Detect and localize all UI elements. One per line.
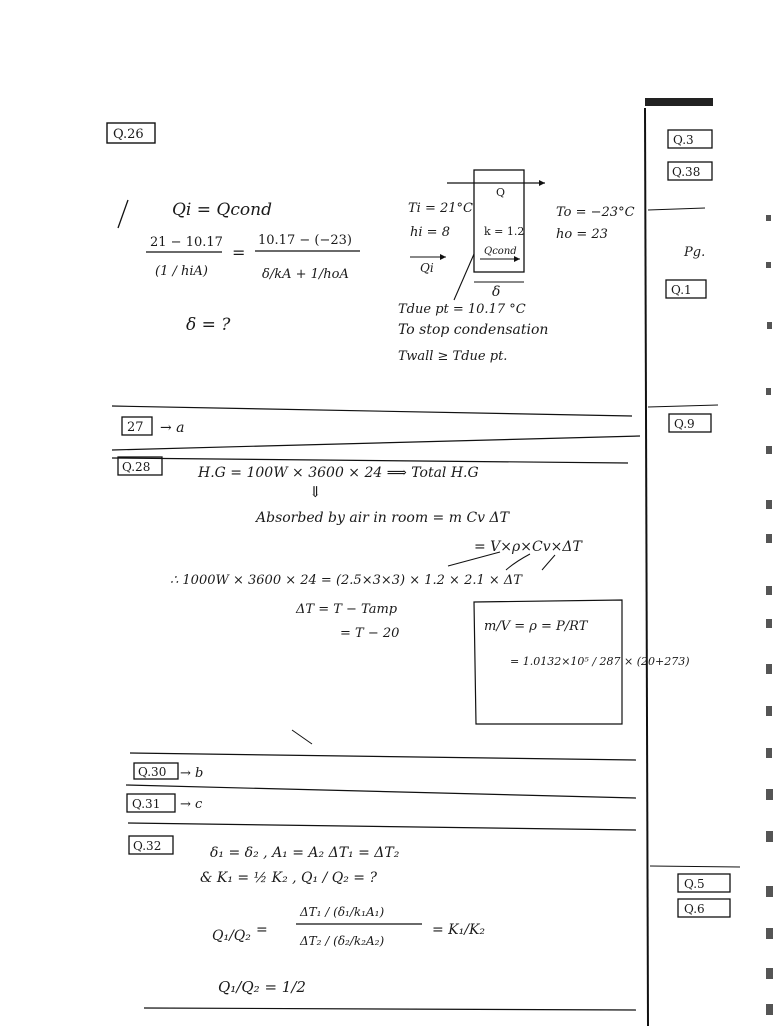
q26-twall: Twall ≥ Tdue pt. [398,349,508,364]
margin-q38: Q.38 [672,165,701,179]
q26-rhs-num: 10.17 − (−23) [258,233,352,248]
q32-l2: & K₁ = ½ K₂ , Q₁ / Q₂ = ? [200,870,377,886]
svg-text:=: = [232,243,246,262]
margin-smudge [645,98,713,106]
margin-q1: Q.1 [671,283,692,297]
divider [126,785,636,798]
q27-section [122,417,185,436]
q28-box2: = 1.0132×10⁵ / 287 × (20+273) [510,655,690,668]
q26-hi: hi = 8 [410,225,450,240]
q28-vrho: = V×ρ×Cv×ΔT [474,539,582,555]
q32-frac-l: Q₁/Q₂ [212,928,251,944]
margin-line [645,108,648,1026]
q26-to: To = −23°C [556,205,635,220]
q28-section [118,457,690,724]
q27-answer: → a [160,420,185,436]
q28-box1: m/V = ρ = P/RT [484,619,588,634]
q32-frac-r: = K₁/K₂ [432,922,486,938]
q28-hg: H.G = 100W × 3600 × 24 ⟹ Total H.G [198,465,479,481]
q26-qcond: Qcond [484,246,517,257]
q26-k: k = 1.2 [484,225,525,238]
q26-delta-q: δ = ? [186,315,231,335]
q28-big-eq: ∴ 1000W × 3600 × 24 = (2.5×3×3) × 1.2 × 2.1 × ΔT [170,573,522,588]
q26-stop: To stop condensation [398,322,549,338]
q26-ho: ho = 23 [556,227,608,242]
divider [112,436,640,450]
q32-res: Q₁/Q₂ = 1/2 [218,978,306,996]
q26-rhs-den: δ/kA + 1/hoA [262,267,349,282]
margin-q5: Q.5 [684,877,705,891]
margin-q6: Q.6 [684,902,705,916]
q28-label: Q.28 [122,460,151,474]
q32-frac-m-den: ΔT₂ / (δ₂/k₂A₂) [300,934,385,948]
q32-frac-m-num: ΔT₁ / (δ₁/k₁A₁) [300,905,385,919]
divider [128,823,636,830]
q28-absorbed: Absorbed by air in room = m Cv ΔT [256,510,509,526]
q28-dt1: ΔT = T − Tamp [296,602,398,617]
svg-text:=: = [256,922,268,938]
divider [144,1008,636,1010]
q30-label: Q.30 [138,765,167,779]
divider [112,458,628,463]
q26-lhs-num: 21 − 10.17 [150,235,223,250]
spiral-binding [766,215,773,1015]
q30-answer: → b [180,766,204,781]
q26-lhs-den: (1 / hiA) [155,264,208,279]
q26-section [107,123,635,364]
margin-q3: Q.3 [673,133,694,147]
svg-text:⇓: ⇓ [309,483,322,501]
q26-delta: δ [492,284,501,300]
margin-pg: Pg. [684,245,706,260]
q26-ti: Ti = 21°C [408,201,473,216]
q26-label: Q.26 [113,127,144,142]
q26-tdew: Tdue pt = 10.17 °C [398,302,526,317]
margin-q9: Q.9 [674,417,695,431]
divider [130,753,636,760]
q26-q-top: Q [496,186,506,199]
q31-label: Q.31 [132,797,161,811]
q28-dt2: = T − 20 [340,626,400,641]
q31-section [127,794,203,812]
q32-label: Q.32 [133,839,162,853]
q26-eq1: Qi = Qcond [172,200,272,220]
divider [112,406,632,416]
q26-qi-arrow: Qi [420,261,434,275]
q30-section [134,763,203,781]
q31-answer: → c [180,797,203,812]
q32-l1: δ₁ = δ₂ , A₁ = A₂ ΔT₁ = ΔT₂ [210,845,400,861]
q32-section [129,836,485,996]
margin-labels [648,130,740,917]
q27-label: 27 [127,420,144,435]
